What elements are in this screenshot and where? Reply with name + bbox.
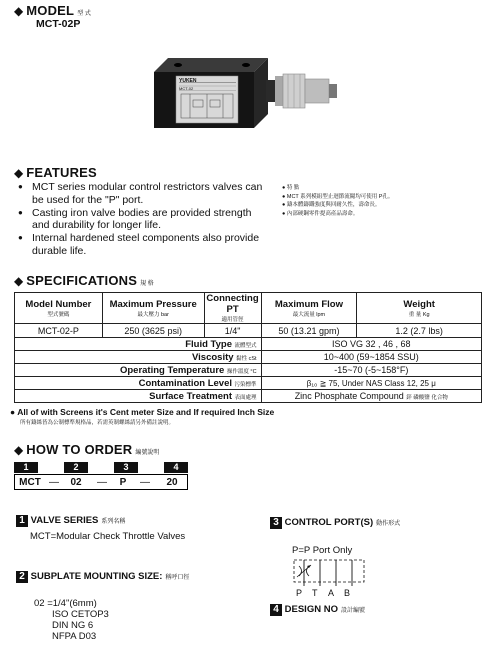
property-label: Contamination Level 污染標準	[15, 377, 262, 390]
property-label: Fluid Type 流體型式	[15, 338, 262, 351]
property-value: β₁₀ ≧ 75, Under NAS Class 12, 25 μ	[261, 377, 481, 390]
property-label: Operating Temperature 操作溫度 °C	[15, 364, 262, 377]
order-code	[14, 474, 188, 490]
product-brand: YUKEN	[179, 78, 197, 84]
step-number: 2	[64, 462, 88, 473]
specifications-heading: ◆ SPECIFICATIONS 規 格	[14, 273, 154, 288]
property-label: Viscosity 黏性 cSt	[15, 351, 262, 364]
features-heading: ◆ FEATURES	[14, 165, 97, 180]
step-number: 4	[164, 462, 188, 473]
port-labels	[296, 588, 360, 598]
table-row	[15, 390, 482, 403]
feature-item: ● Casting iron valve bodies are provided strength and durability for longer life.	[18, 207, 268, 233]
order-code-dash: —	[140, 476, 150, 488]
subplate-standard: NFPA D03	[52, 631, 97, 642]
features-cjk	[282, 184, 393, 218]
table-row	[15, 364, 482, 377]
subplate-heading: 2 SUBPLATE MOUNTING SIZE: 稱呼口徑	[16, 571, 189, 583]
subplate-standard: DIN NG 6	[52, 620, 94, 631]
order-code-part: MCT	[19, 476, 41, 488]
diamond-icon: ◆	[14, 4, 24, 18]
property-label: Surface Treatment 表面處理	[15, 390, 262, 403]
model-heading: ◆ MODEL 型 式	[14, 3, 91, 18]
design-no-heading: 4 DESIGN NO 設計編號	[270, 604, 365, 616]
diamond-icon: ◆	[14, 166, 24, 180]
step-number: 3	[114, 462, 138, 473]
table-cell: 250 (3625 psi)	[102, 324, 204, 338]
order-code-steps	[14, 462, 188, 473]
section-number-badge: 2	[16, 571, 28, 583]
header-model-number: Model Number 型式號碼	[15, 293, 103, 324]
table-cell: 1.2 (2.7 lbs)	[357, 324, 482, 338]
port-label-t: T	[312, 588, 318, 598]
diamond-icon: ◆	[14, 274, 24, 288]
order-code-dash: —	[49, 476, 59, 488]
step-number: 1	[14, 462, 38, 473]
section-number-badge: 1	[16, 515, 28, 527]
order-code-dash: —	[97, 476, 107, 488]
header-max-flow: Maximum Flow 最大流量 lpm	[261, 293, 357, 324]
subplate-standard: ISO CETOP3	[52, 609, 109, 620]
spec-note: ● All of with Screens it's Cent meter Size and If required Inch Size	[10, 407, 275, 417]
header-connecting-pt: Connecting PT 適用管徑	[204, 293, 261, 324]
table-row	[15, 351, 482, 364]
valve-series-heading: 1 VALVE SERIES 系列名稱	[16, 515, 125, 527]
property-value: 10~400 (59~1854 SSU)	[261, 351, 481, 364]
port-label-b: B	[344, 588, 351, 598]
subplate-size: 02 =1/4"(6mm)	[34, 598, 97, 609]
model-number: MCT-02P	[36, 18, 81, 30]
section-number-badge: 3	[270, 517, 282, 529]
spec-table	[14, 292, 482, 403]
port-label-a: A	[328, 588, 335, 598]
product-image	[148, 52, 348, 142]
spec-note-cjk: 所有鑄絲皆為公制標準規格品，若需英制螺絲請另外備註說明。	[20, 420, 175, 426]
check-throttle-symbol	[290, 556, 370, 590]
header-weight: Weight 重 量 Kg	[357, 293, 482, 324]
features-cjk-item: ● 內部硬鋼零件提高產品壽命。	[282, 210, 359, 217]
control-port-heading: 3 CONTROL PORT(S) 動作形式	[270, 517, 400, 529]
features-list	[18, 181, 268, 258]
table-row	[15, 338, 482, 351]
control-port-option: P=P Port Only	[292, 545, 353, 556]
section-number-badge: 4	[270, 604, 282, 616]
features-cjk-heading: ● 特 點	[282, 185, 300, 191]
table-row	[15, 377, 482, 390]
order-code-part: P	[119, 476, 127, 488]
feature-item: ● MCT series modular control restrictors valves can be used for the "P" port.	[18, 181, 268, 207]
order-code-part: 02	[70, 476, 82, 488]
product-model: MCT-02	[179, 86, 194, 91]
header-max-pressure: Maximum Pressure 最大壓力 bar	[102, 293, 204, 324]
property-value: ISO VG 32 , 46 , 68	[261, 338, 481, 351]
table-cell: 50 (13.21 gpm)	[261, 324, 357, 338]
features-cjk-item: ● 鑄本體鑄鐵強度與回耐久性，壽命長。	[282, 202, 381, 208]
table-cell: MCT-02-P	[15, 324, 103, 338]
property-value: -15~70 (-5~158°F)	[261, 364, 481, 377]
how-to-order-heading: ◆ HOW TO ORDER 編號說明	[14, 442, 160, 457]
valve-series-desc: MCT=Modular Check Throttle Valves	[30, 531, 186, 542]
table-cell: 1/4"	[204, 324, 261, 338]
diamond-icon: ◆	[14, 443, 24, 457]
feature-item: ● Internal hardened steel components also provide durable life.	[18, 232, 268, 258]
port-label-p: P	[296, 588, 303, 598]
order-code-part: 20	[166, 476, 178, 488]
features-cjk-item: ● MCT 系列模組型止迴節流閥均可使用 P孔。	[282, 193, 394, 200]
property-value: Zinc Phosphate Compound 鋅 磷酸鹽 化合物	[261, 390, 481, 403]
